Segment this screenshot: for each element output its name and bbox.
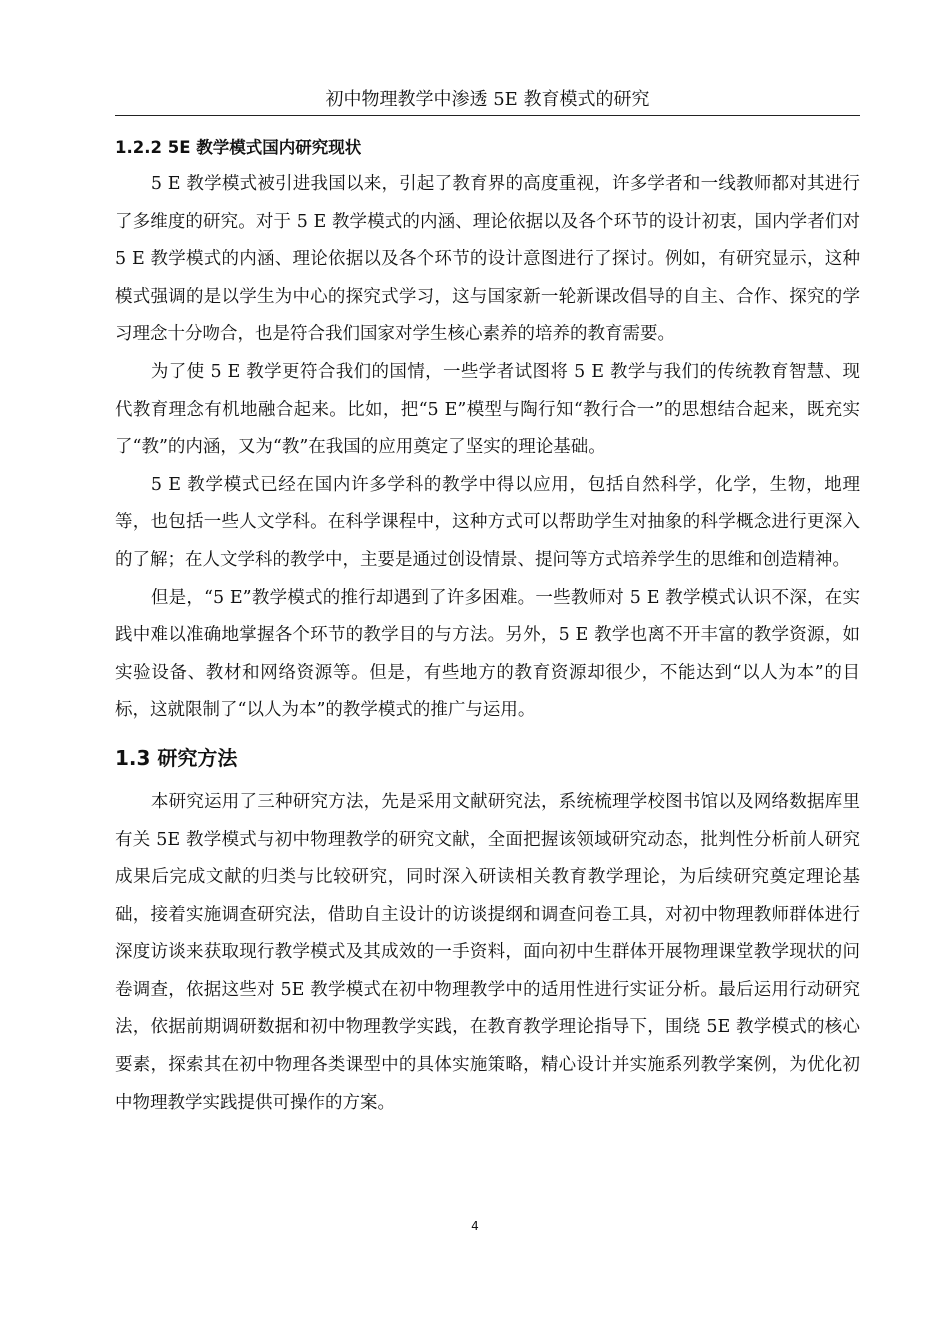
body-paragraph: 本研究运用了三种研究方法，先是采用文献研究法，系统梳理学校图书馆以及网络数据库里有关 5E 教学模式与初中物理教学的研究文献，全面把握该领域研究动态，批判性分析前人研究成果后完成文献的归类与比较研究，同时深入研读相关教育教学理论，为后续研究奠定理论基础，接着实施调查研究法，借助自主设计的访谈提纲和调查问卷工具，对初中物理教师群体进行深度访谈来获取现行教学模式及其成效的一手资料，面向初中生群体开展物理课堂教学现状的问卷调查，依据这些对 5E 教学模式在初中物理教学中的适用性进行实证分析。最后运用行动研究法，依据前期调研数据和初中物理教学实践，在教育教学理论指导下，围绕 5E 教学模式的核心要素，探索其在初中物理各类课型中的具体实施策略，精心设计并实施系列教学案例，为优化初中物理教学实践提供可操作的方案。 [115, 791, 860, 1113]
section-heading-1-3: 1.3 研究方法 [115, 745, 238, 770]
page-header: 初中物理教学中渗透 5E 教育模式的研究 [115, 88, 860, 116]
body-paragraph: 为了使 5 E 教学更符合我们的国情，一些学者试图将 5 E 教学与我们的传统教育智慧、现代教育理念有机地融合起来。比如，把“5 E”模型与陶行知“教行合一”的思想结合起来，既充实了“教”的内涵，又为“教”在我国的应用奠定了坚实的理论基础。 [115, 361, 860, 458]
page-number: 4 [471, 1219, 479, 1233]
body-paragraph: 但是，“5 E”教学模式的推行却遇到了许多困难。一些教师对 5 E 教学模式认识不深，在实践中难以准确地掌握各个环节的教学目的与方法。另外，5 E 教学也离不开丰富的教学资源，如实验设备、教材和网络资源等。但是，有些地方的教育资源却很少，不能达到“以人为本”的目标，这就限制了“以人为本”的教学模式的推广与运用。 [115, 587, 860, 721]
body-paragraph: 5 E 教学模式已经在国内许多学科的教学中得以应用，包括自然科学，化学，生物，地理等，也包括一些人文学科。在科学课程中，这种方式可以帮助学生对抽象的科学概念进行更深入的了解；在人文学科的教学中，主要是通过创设情景、提问等方式培养学生的思维和创造精神。 [115, 474, 860, 570]
document-body [115, 136, 860, 1122]
section-heading-1-2-2: 1.2.2 5E 教学模式国内研究现状 [115, 138, 362, 157]
body-paragraph: 5 E 教学模式被引进我国以来，引起了教育界的高度重视，许多学者和一线教师都对其进行了多维度的研究。对于 5 E 教学模式的内涵、理论依据以及各个环节的设计初衷，国内学者们对 5 E 教学模式的内涵、理论依据以及各个环节的设计意图进行了探讨。例如，有研究显示，这种模式强调的是以学生为中心的探究式学习，这与国家新一轮新课改倡导的自主、合作、探究的学习理念十分吻合，也是符合我们国家对学生核心素养的培养的教育需要。 [115, 174, 860, 345]
